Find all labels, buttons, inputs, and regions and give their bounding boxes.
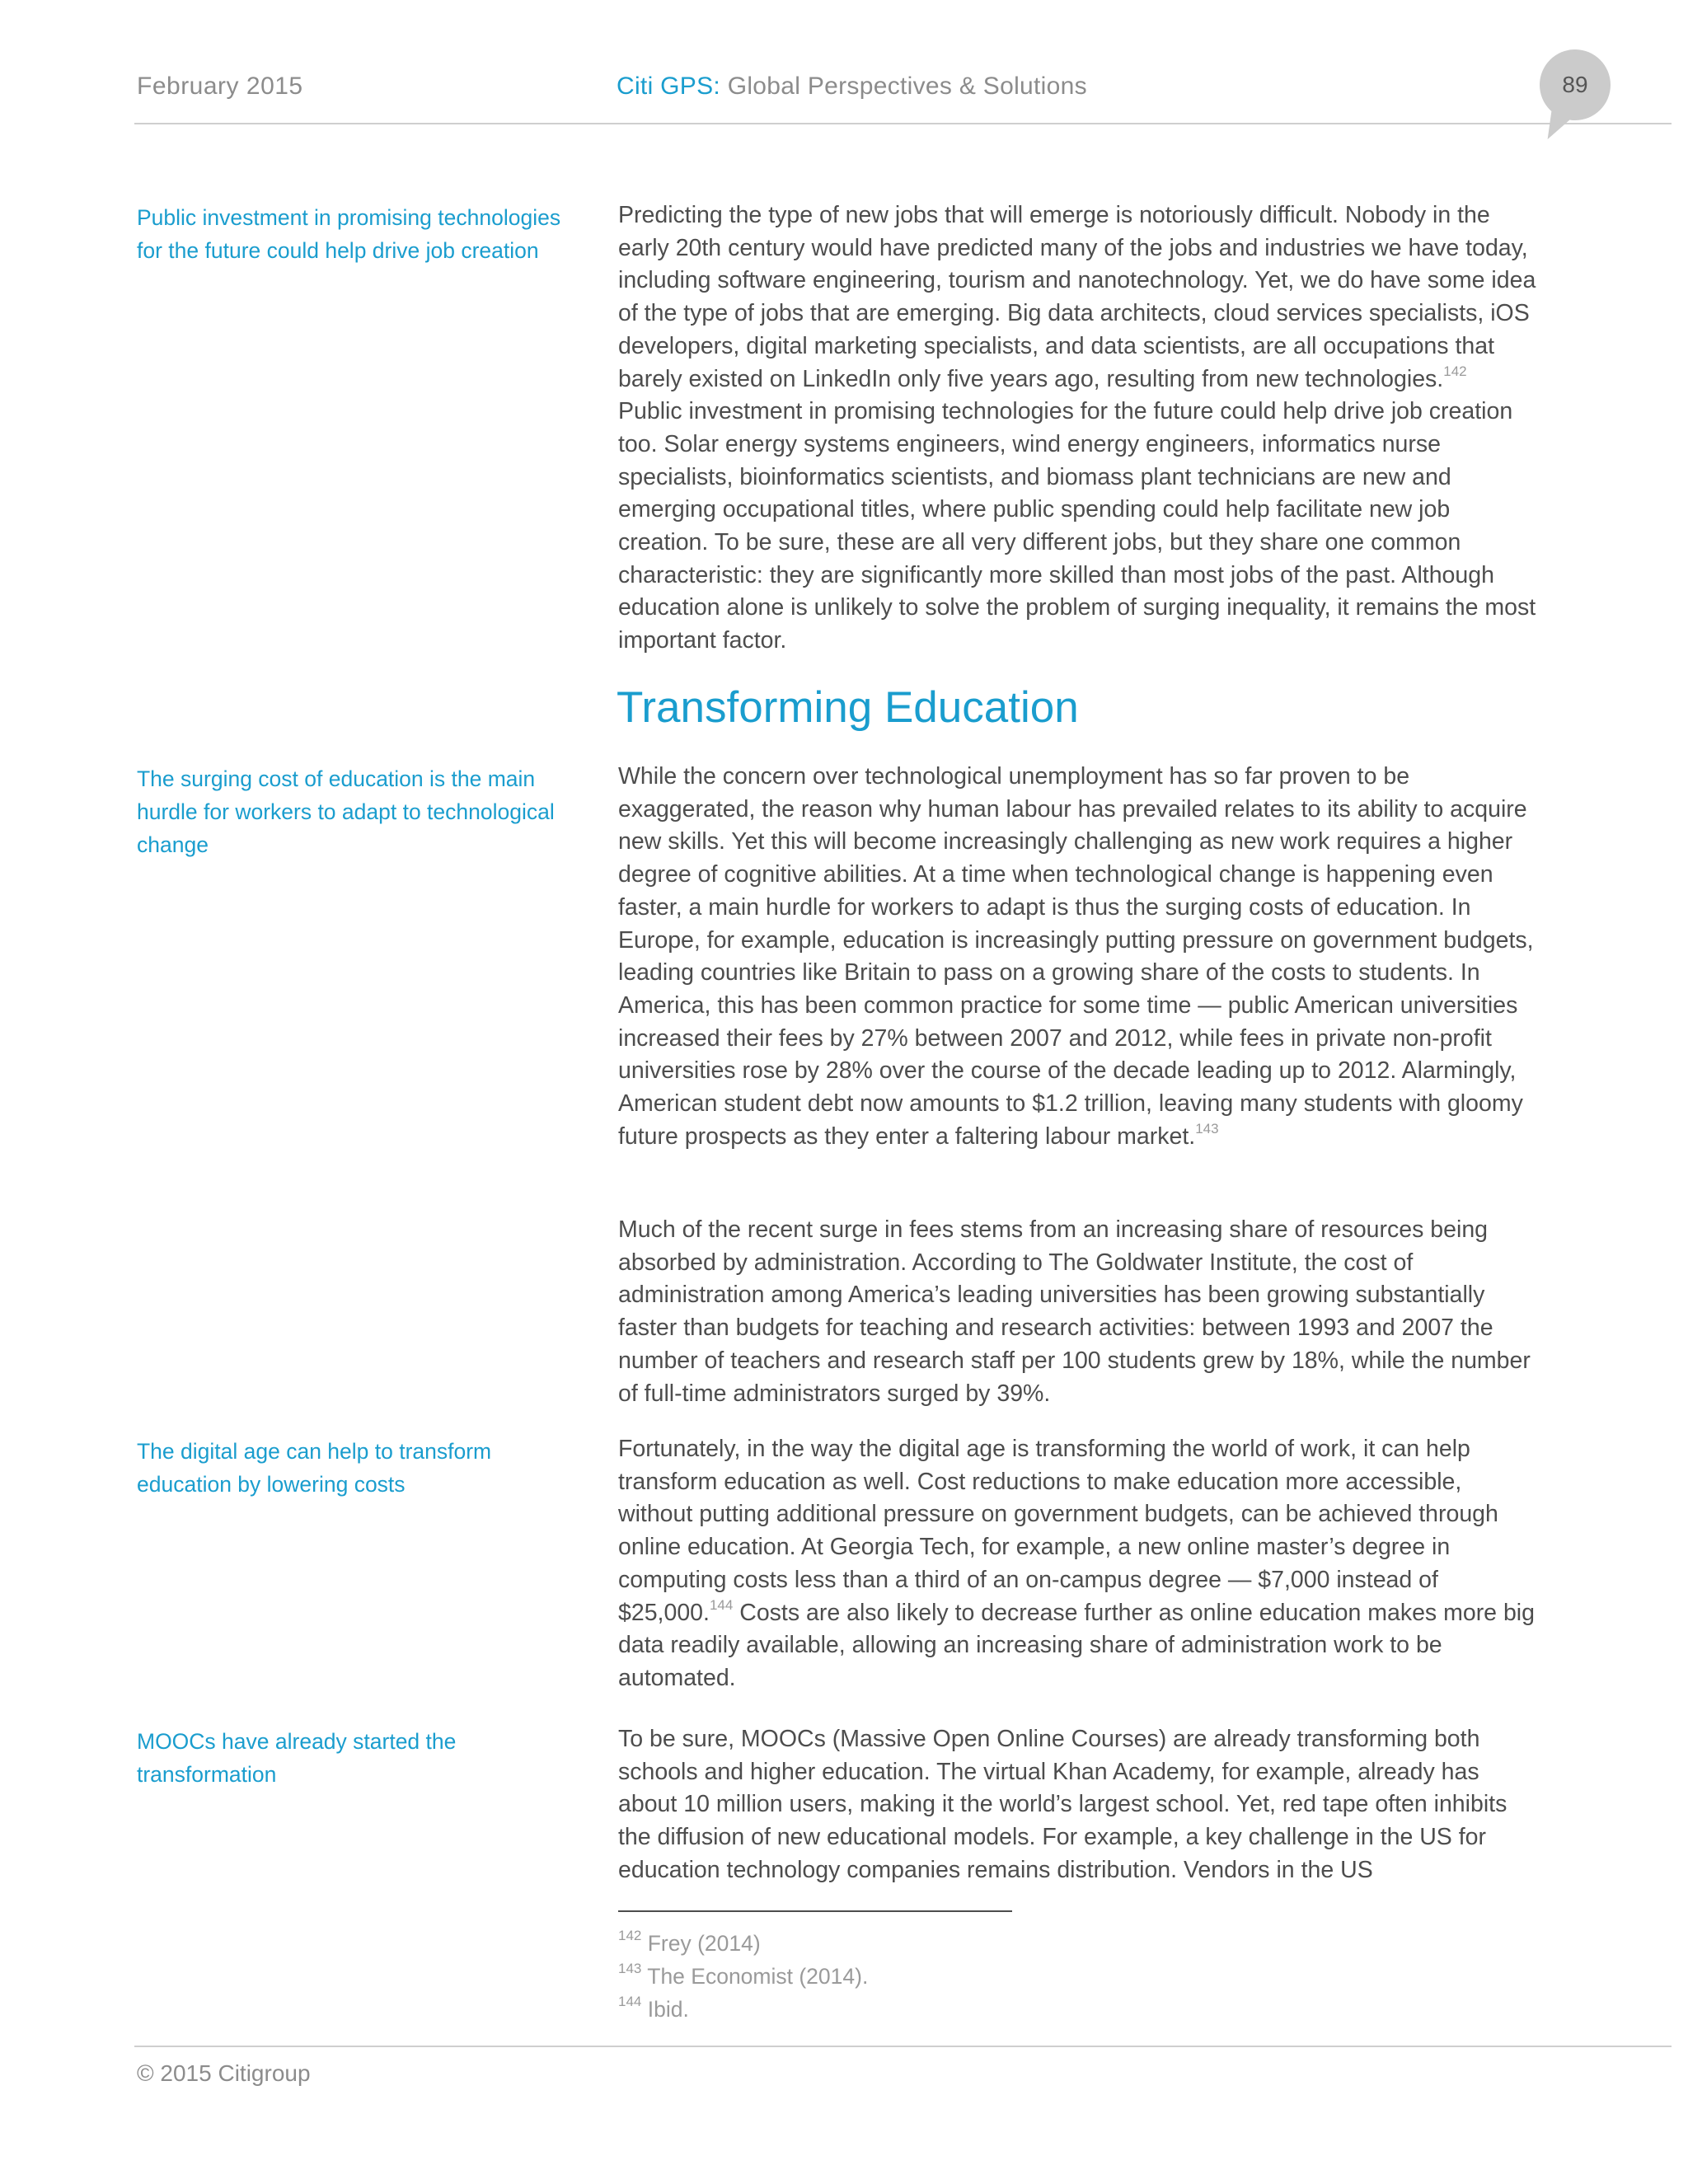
paragraph-text: Public investment in promising technologies for the future could help drive job creation too. Solar energy systems engineers, wind energy engineers, informatics nurse specialists, bioinformatics scientists, and biomass plant technicians are new and emerging occupational titles, where public spending could help facilitate new job creation. To be sure, these are all very different jobs, but they share one common characteristic: they are significantly more skilled than most jobs of the past. Although education alone is unlikely to solve the problem of surging inequality, it remains the most important factor. xyxy=(618,398,1536,654)
footnote-ref-144[interactable]: 144 xyxy=(709,1596,734,1613)
header-brand: Citi GPS: xyxy=(617,73,721,100)
footnote-143 xyxy=(618,1960,868,1993)
paragraph-text: Fortunately, in the way the digital age is transforming the world of work, it can help transform education as well. Cost reductions to make education more accessible, without putting additional pressure on government budgets, can be achieved through online education. At Georgia Tech, for example, a new online master’s degree in computing costs less than a third of an on-campus degree — $7,000 instead of $25,000. xyxy=(618,1436,1498,1626)
paragraph-administration-costs: Much of the recent surge in fees stems from an increasing share of resources being absorbed by administration. According to The Goldwater Institute, the cost of administration among America’s leading universities has been growing substantially faster than budgets for teaching and research activities: between 1993 and 2007 the number of teachers and research staff per 100 students grew by 18%, while the number of full-time administrators surged by 39%. xyxy=(618,1216,1531,1407)
sidenote-digital-age: The digital age can help to transform education by lowering costs xyxy=(137,1439,492,1497)
paragraph-online-education xyxy=(618,1433,1537,1695)
paragraph-text: Predicting the type of new jobs that will emerge is notoriously difficult. Nobody in the early 20th century would have predicted many of the jobs and industries we have today, including software engineering, tourism and nanotechnology. Yet, we do have some idea of the type of jobs that are emerging. Big data architects, cloud services specialists, iOS developers, digital marketing specialists, and data scientists, are all occupations that barely existed on LinkedIn only five years ago, resulting from new technologies. xyxy=(618,202,1536,392)
footnote-text: The Economist (2014). xyxy=(641,1964,869,1989)
sidenote-public-investment: Public investment in promising technologies for the future could help drive job creation xyxy=(137,205,561,263)
sidenote-cost-of-education: The surging cost of education is the main hurdle for workers to adapt to technological change xyxy=(137,766,555,857)
footer-copyright: © 2015 Citigroup xyxy=(137,2060,311,2086)
paragraph-new-jobs xyxy=(618,199,1537,658)
header-title xyxy=(617,73,1087,101)
footnote-142 xyxy=(618,1927,761,1960)
header-date: February 2015 xyxy=(137,73,303,100)
sidenote-moocs: MOOCs have already started the transformation xyxy=(137,1729,457,1787)
footnote-ref-142[interactable]: 142 xyxy=(1443,363,1467,379)
footnote-text: Frey (2014) xyxy=(641,1931,761,1956)
footnote-144 xyxy=(618,1993,689,2026)
page-number: 89 xyxy=(1562,72,1588,97)
footnote-ref-143[interactable]: 143 xyxy=(1195,1120,1219,1137)
header-title-text: Global Perspectives & Solutions xyxy=(720,73,1087,100)
footnote-text: Ibid. xyxy=(641,1997,689,2022)
header-divider xyxy=(134,123,1672,124)
section-heading: Transforming Education xyxy=(617,683,1079,732)
paragraph-technological-unemployment xyxy=(618,761,1537,1153)
footnote-number: 142 xyxy=(618,1928,642,1943)
footnote-number: 144 xyxy=(618,1994,642,2009)
paragraph-moocs: To be sure, MOOCs (Massive Open Online Courses) are already transforming both schools and higher education. The virtual Khan Academy, for example, already has about 10 million users, making it the world’s largest school. Yet, red tape often inhibits the diffusion of new educational models. For example, a key challenge in the US for education technology companies remains distribution. Vendors in the US xyxy=(618,1726,1507,1883)
footnote-divider xyxy=(618,1910,1012,1912)
page-number-badge xyxy=(1540,49,1611,120)
footer-divider xyxy=(134,2046,1672,2047)
footnote-number: 143 xyxy=(618,1961,642,1976)
paragraph-text: Costs are also likely to decrease further as online education makes more big data readily available, allowing an increasing share of administration work to be automated. xyxy=(618,1599,1535,1691)
paragraph-text: While the concern over technological unemployment has so far proven to be exaggerated, the reason why human labour has prevailed relates to its ability to acquire new skills. Yet this will become increasingly challenging as new work requires a higher degree of cognitive abilities. At a time when technological change is happening even faster, a main hurdle for workers to adapt is thus the surging costs of education. In Europe, for example, education is increasingly putting pressure on government budgets, leading countries like Britain to pass on a growing share of the costs to students. In America, this has been common practice for some time — public American universities increased their fees by 27% between 2007 and 2012, while fees in private non-profit universities rose by 28% over the course of the decade leading up to 2012. Alarmingly, American student debt now amounts to $1.2 trillion, leaving many students with gloomy future prospects as they enter a faltering labour market. xyxy=(618,763,1534,1150)
